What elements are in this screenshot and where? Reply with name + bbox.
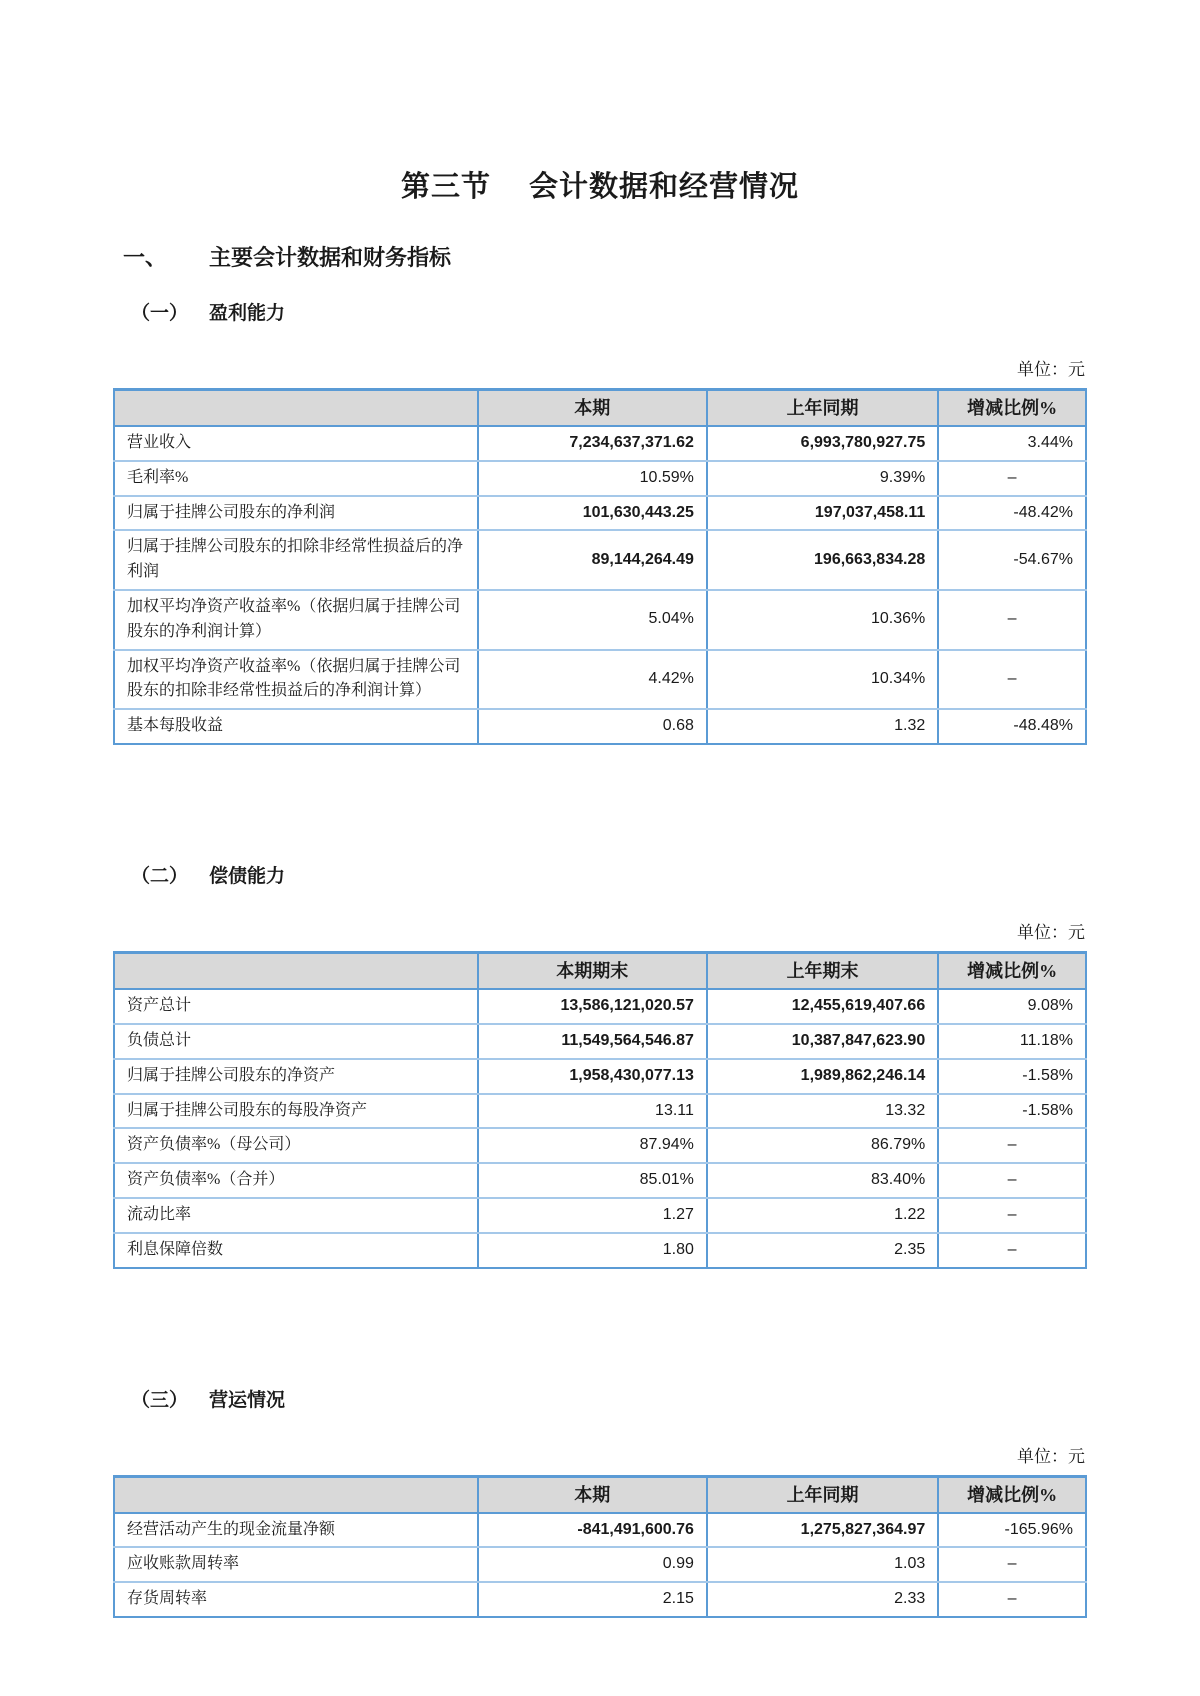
row-label: 加权平均净资产收益率%（依据归属于挂牌公司股东的扣除非经常性损益后的净利润计算）: [114, 650, 478, 710]
table-row: [114, 1513, 1086, 1548]
solvency-table: [113, 951, 1087, 1268]
column-header: 增减比例%: [938, 1476, 1086, 1513]
row-label: 归属于挂牌公司股东的扣除非经常性损益后的净利润: [114, 530, 478, 590]
cell-value: 197,037,458.11: [707, 496, 938, 531]
section-heading-text: 主要会计数据和财务指标: [209, 245, 452, 270]
cell-value: 6,993,780,927.75: [707, 426, 938, 461]
cell-value: 10,387,847,623.90: [707, 1024, 938, 1059]
row-label: 归属于挂牌公司股东的每股净资产: [114, 1094, 478, 1129]
table-row: [114, 989, 1086, 1024]
column-header: 上年同期: [707, 390, 938, 427]
row-label: 负债总计: [114, 1024, 478, 1059]
table-row: [114, 650, 1086, 710]
cell-value: -1.58%: [938, 1094, 1086, 1129]
table-row: [114, 1059, 1086, 1094]
cell-value: 0.68: [478, 709, 707, 744]
row-label: 资产负债率%（合并）: [114, 1163, 478, 1198]
table-row: [114, 496, 1086, 531]
row-label: 应收账款周转率: [114, 1547, 478, 1582]
doc-title-number: 第三节: [400, 171, 491, 203]
cell-value: 86.79%: [707, 1128, 938, 1163]
cell-value: -165.96%: [938, 1513, 1086, 1548]
column-header: 增减比例%: [938, 953, 1086, 990]
cell-value: 4.42%: [478, 650, 707, 710]
cell-value: 2.15: [478, 1582, 707, 1617]
row-label: 归属于挂牌公司股东的净利润: [114, 496, 478, 531]
subsection-number: （三）: [131, 1389, 189, 1411]
column-header: 增减比例%: [938, 390, 1086, 427]
cell-value: -841,491,600.76: [478, 1513, 707, 1548]
cell-value: 196,663,834.28: [707, 530, 938, 590]
cell-value: 1,958,430,077.13: [478, 1059, 707, 1094]
subsection-heading: [113, 861, 1087, 888]
table-row: [114, 461, 1086, 496]
subsection-title: 盈利能力: [209, 303, 286, 324]
cell-value: 10.34%: [707, 650, 938, 710]
row-label: 营业收入: [114, 426, 478, 461]
cell-value: 10.59%: [478, 461, 707, 496]
cell-value: 11.18%: [938, 1024, 1086, 1059]
cell-value: 11,549,564,546.87: [478, 1024, 707, 1059]
column-header: [114, 390, 478, 427]
cell-value: 83.40%: [707, 1163, 938, 1198]
column-header: 本期: [478, 1476, 707, 1513]
cell-value: 1.27: [478, 1198, 707, 1233]
cell-value: 1.32: [707, 709, 938, 744]
cell-value: 1.22: [707, 1198, 938, 1233]
table-header-row: [114, 953, 1086, 990]
cell-value: 13.32: [707, 1094, 938, 1129]
cell-value: 101,630,443.25: [478, 496, 707, 531]
subsection-heading: [113, 1385, 1087, 1412]
table-row: [114, 1547, 1086, 1582]
table-header-row: [114, 1476, 1086, 1513]
row-label: 资产总计: [114, 989, 478, 1024]
subsection-number: （一）: [131, 303, 189, 324]
cell-value: -54.67%: [938, 530, 1086, 590]
column-header: 上年期末: [707, 953, 938, 990]
subsection-solvency: [113, 861, 1087, 1268]
cell-value: -1.58%: [938, 1059, 1086, 1094]
cell-value: 1,275,827,364.97: [707, 1513, 938, 1548]
row-label: 归属于挂牌公司股东的净资产: [114, 1059, 478, 1094]
subsection-title: 偿债能力: [209, 866, 286, 888]
table-row: [114, 1582, 1086, 1617]
table-row: [114, 1024, 1086, 1059]
cell-value: 2.35: [707, 1233, 938, 1268]
doc-title: [113, 0, 1087, 205]
cell-value: 85.01%: [478, 1163, 707, 1198]
subsection-operations: [113, 1385, 1087, 1618]
cell-value: 13.11: [478, 1094, 707, 1129]
cell-value: 5.04%: [478, 590, 707, 650]
cell-value: 1,989,862,246.14: [707, 1059, 938, 1094]
cell-value: 9.39%: [707, 461, 938, 496]
cell-value: –: [1007, 1240, 1017, 1258]
cell-value: –: [938, 1128, 1086, 1163]
table-row: [114, 1128, 1086, 1163]
row-label: 资产负债率%（母公司）: [114, 1128, 478, 1163]
cell-value: –: [938, 650, 1086, 710]
row-label: 毛利率%: [114, 461, 478, 496]
table-row: [114, 1198, 1086, 1233]
cell-value: 7,234,637,371.62: [478, 426, 707, 461]
cell-value: 1.03: [707, 1547, 938, 1582]
profitability-table: [113, 388, 1087, 745]
section-heading-number: 一、: [123, 245, 168, 270]
unit-label: 单位：元: [1017, 1446, 1085, 1466]
cell-value: -48.48%: [1013, 717, 1073, 735]
subsection-number: （二）: [131, 866, 189, 888]
subsection-title: 营运情况: [209, 1389, 286, 1411]
table-row: [114, 709, 1086, 744]
cell-value: 87.94%: [478, 1128, 707, 1163]
column-header: 本期期末: [478, 953, 707, 990]
row-label: 存货周转率: [114, 1582, 478, 1617]
cell-value: 3.44%: [938, 426, 1086, 461]
cell-value: -48.42%: [938, 496, 1086, 531]
table-row: [114, 590, 1086, 650]
column-header: 本期: [478, 390, 707, 427]
cell-value: 13,586,121,020.57: [478, 989, 707, 1024]
unit-label: 单位：元: [1017, 923, 1085, 943]
table-row: [114, 1163, 1086, 1198]
column-header: [114, 953, 478, 990]
unit-label: 单位：元: [1017, 360, 1085, 379]
column-header: 上年同期: [707, 1476, 938, 1513]
operations-table: [113, 1475, 1087, 1618]
cell-value: –: [938, 461, 1086, 496]
table-row: [114, 1094, 1086, 1129]
cell-value: –: [938, 590, 1086, 650]
cell-value: –: [938, 1547, 1086, 1582]
cell-value: –: [938, 1163, 1086, 1198]
column-header: [114, 1476, 478, 1513]
cell-value: 1.80: [478, 1233, 707, 1268]
table-row: [114, 1233, 1086, 1268]
row-label: 利息保障倍数: [114, 1233, 478, 1268]
cell-value: –: [1007, 1590, 1017, 1608]
subsection-profitability: [113, 298, 1087, 745]
cell-value: 9.08%: [938, 989, 1086, 1024]
doc-title-text: 会计数据和经营情况: [529, 171, 800, 203]
cell-value: 89,144,264.49: [478, 530, 707, 590]
cell-value: 2.33: [707, 1582, 938, 1617]
table-row: [114, 530, 1086, 590]
section-heading: [113, 241, 1087, 272]
cell-value: –: [938, 1198, 1086, 1233]
cell-value: 12,455,619,407.66: [707, 989, 938, 1024]
row-label: 加权平均净资产收益率%（依据归属于挂牌公司股东的净利润计算）: [114, 590, 478, 650]
cell-value: 10.36%: [707, 590, 938, 650]
cell-value: 0.99: [478, 1547, 707, 1582]
table-row: [114, 426, 1086, 461]
row-label: 基本每股收益: [114, 709, 478, 744]
row-label: 流动比率: [114, 1198, 478, 1233]
subsection-heading: [113, 298, 1087, 325]
row-label: 经营活动产生的现金流量净额: [114, 1513, 478, 1548]
table-header-row: [114, 390, 1086, 427]
